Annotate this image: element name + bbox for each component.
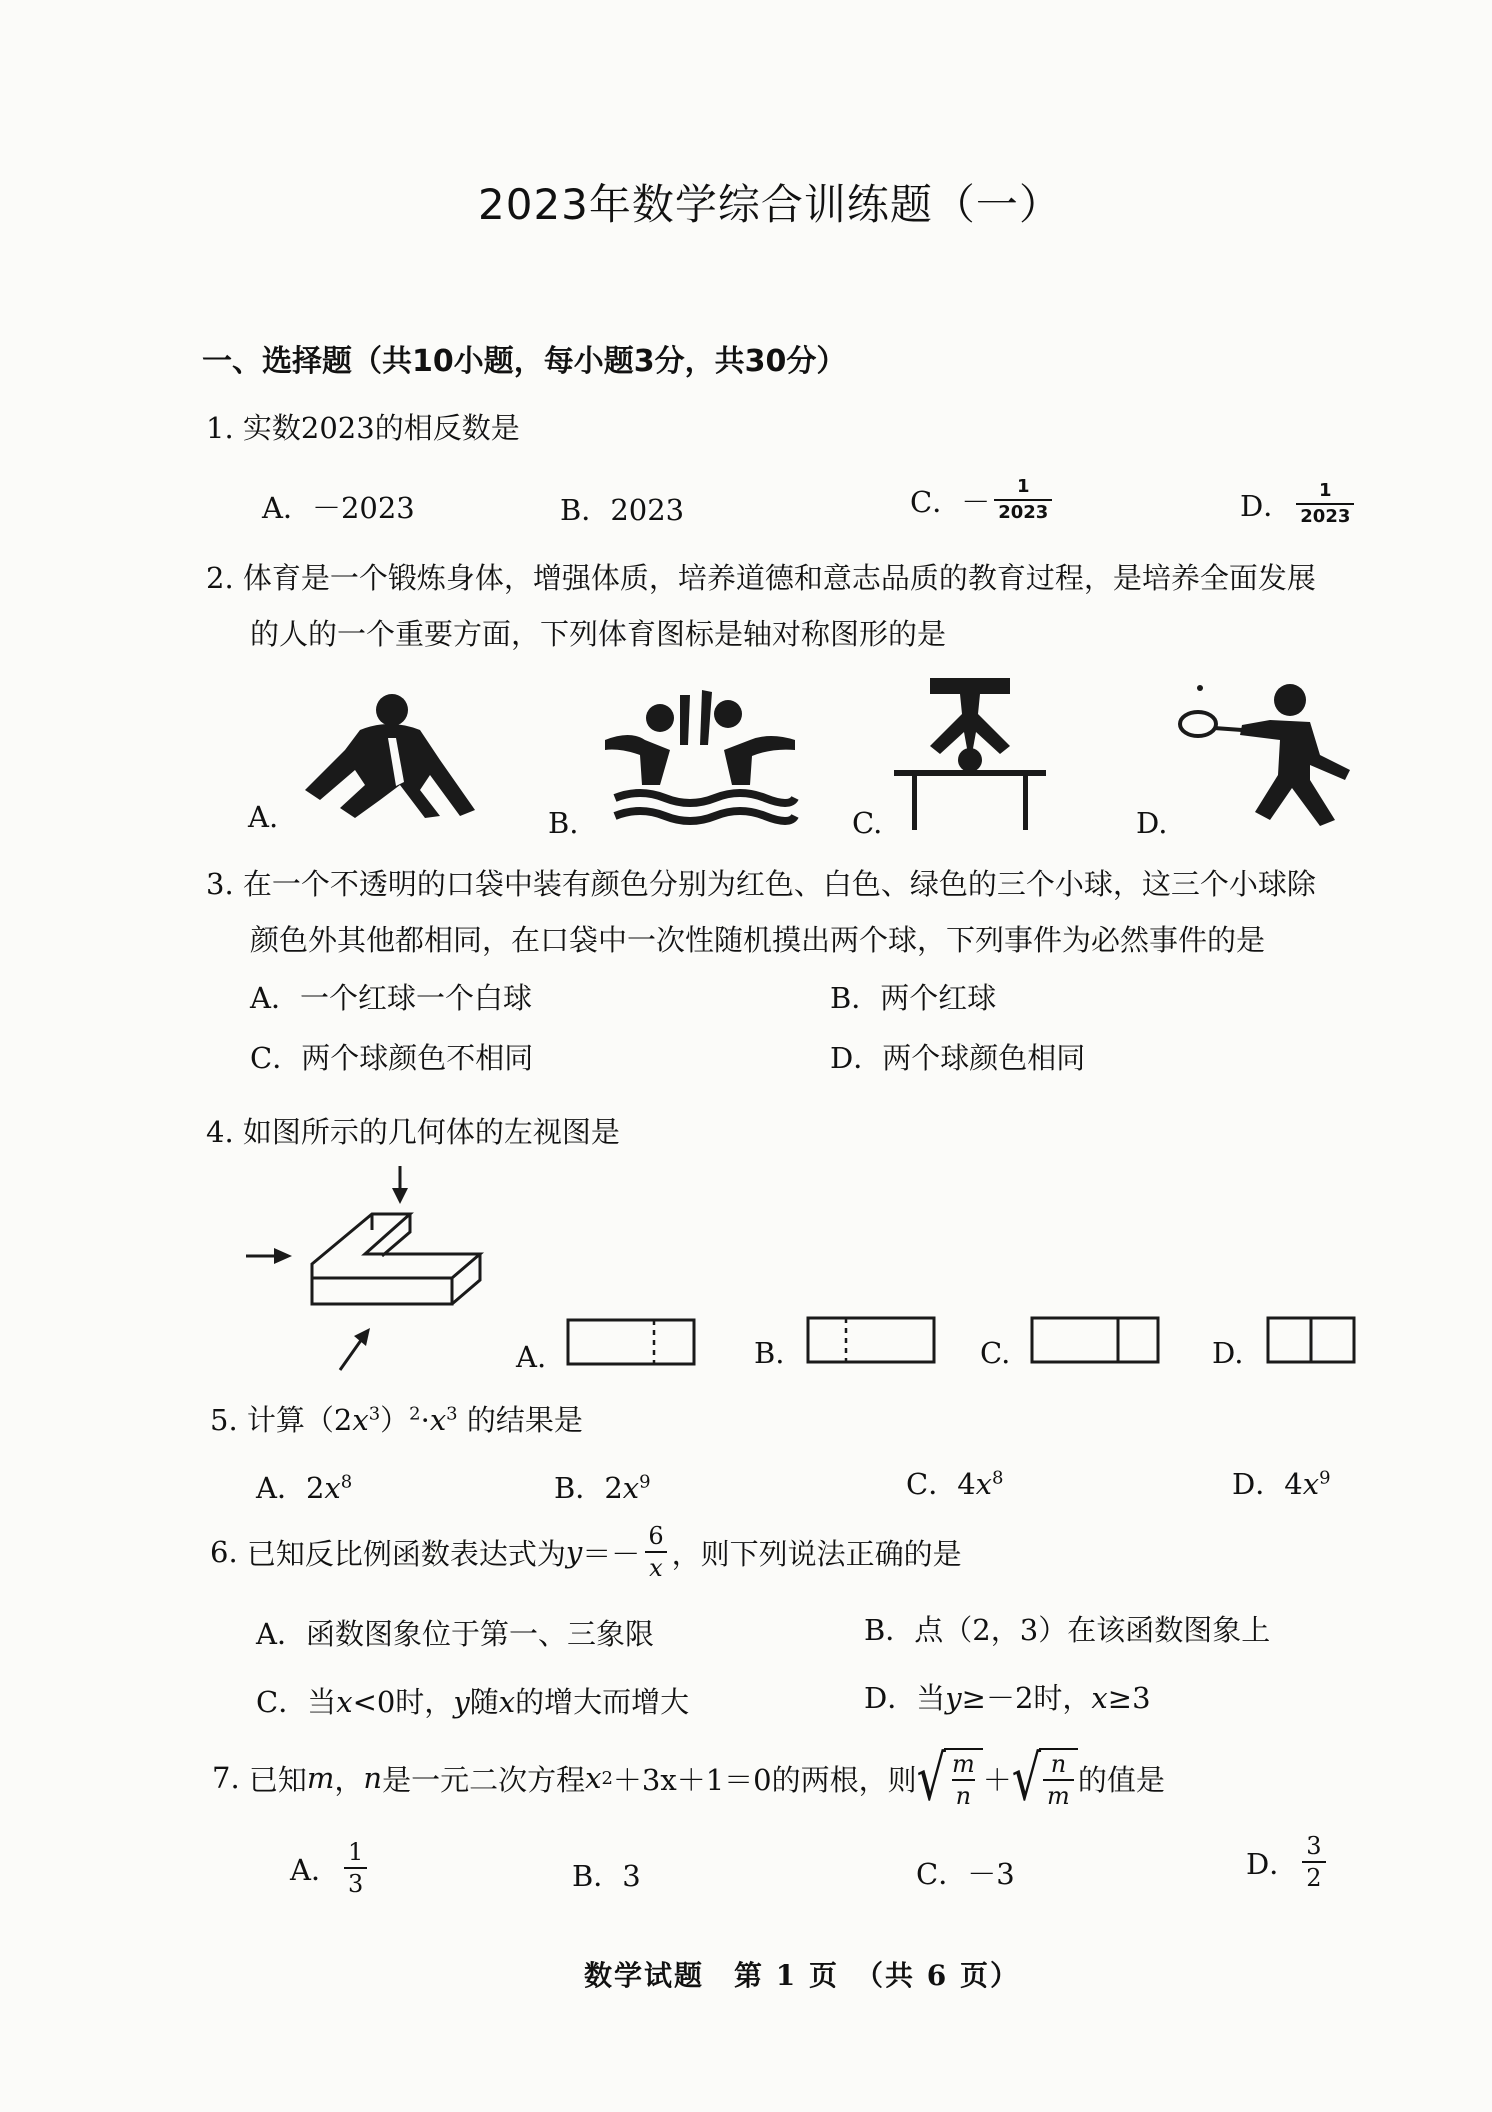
q3-option-d: D．两个球颜色相同	[830, 1041, 1086, 1075]
q3-option-a: A．一个红球一个白球	[250, 981, 532, 1015]
q4-option-d-figure	[1266, 1316, 1358, 1366]
radical-sign-icon: √	[1011, 1741, 1042, 1815]
expr-part: 随	[469, 1685, 499, 1719]
fraction	[1302, 1834, 1325, 1890]
expr-part: 计算（2	[246, 1403, 353, 1437]
question-number: 4.	[206, 1115, 234, 1149]
l-shape-solid-figure	[240, 1160, 500, 1380]
question-number: 3.	[206, 867, 234, 901]
water-polo-icon	[600, 690, 800, 830]
coefficient: 2	[604, 1471, 623, 1505]
sqrt-expression	[1011, 1741, 1078, 1815]
q3-option-b: B．两个红球	[830, 981, 997, 1015]
numerator: n	[1050, 1750, 1067, 1778]
expr-part: ＝－	[582, 1536, 641, 1571]
option-label: B．	[560, 493, 611, 527]
question-number: 6.	[210, 1535, 238, 1569]
expr-part: ≥－2时，	[961, 1681, 1092, 1715]
q6-option-b: B．点（2，3）在该函数图象上	[864, 1613, 1271, 1647]
question-2-line2: 的人的一个重要方面，下列体育图标是轴对称图形的是	[250, 617, 947, 651]
section-header: 一、选择题（共10小题，每小题3分，共30分）	[202, 344, 847, 379]
var-x: x	[352, 1403, 369, 1437]
q6-option-a: A．函数图象位于第一、三象限	[256, 1617, 654, 1651]
question-1	[206, 406, 520, 447]
question-6	[210, 1524, 962, 1580]
question-number: 5.	[210, 1403, 238, 1437]
q6-option-d	[864, 1676, 1151, 1717]
fraction	[644, 1524, 667, 1580]
expr-part: <0时，	[352, 1685, 454, 1719]
var-x: x	[336, 1685, 353, 1719]
q4-option-a-figure	[566, 1318, 698, 1368]
fraction	[994, 478, 1052, 522]
question-3-line2: 颜色外其他都相同，在口袋中一次性随机摸出两个球，下列事件为必然事件的是	[250, 923, 1266, 957]
q4-option-d-label: D.	[1212, 1336, 1244, 1370]
q4-option-c-label: C.	[980, 1336, 1011, 1370]
radical-sign-icon: √	[916, 1741, 946, 1815]
expr-part: 已知	[248, 1762, 307, 1797]
fraction	[344, 1840, 367, 1896]
question-5	[210, 1398, 583, 1439]
numerator: 6	[648, 1522, 664, 1550]
sqrt-expression	[916, 1741, 983, 1815]
question-number: 7.	[212, 1761, 240, 1795]
q2-option-b-label: B.	[548, 806, 579, 840]
question-4	[206, 1110, 620, 1151]
expr-part: 的增大而增大	[515, 1685, 690, 1719]
coefficient: 4	[1284, 1467, 1303, 1501]
var-x: x	[585, 1761, 602, 1795]
numerator: 3	[1306, 1832, 1322, 1860]
q4-option-b-figure	[806, 1316, 938, 1366]
option-label: D．	[1246, 1846, 1299, 1881]
option-label: D．	[1240, 488, 1293, 523]
option-label: B．	[554, 1471, 605, 1505]
option-label: A．	[262, 491, 312, 525]
q2-option-a-label: A.	[248, 800, 279, 834]
q2-option-c-label: C.	[852, 806, 883, 840]
denominator: n	[952, 1779, 975, 1808]
q5-option-d	[1232, 1462, 1331, 1503]
q7-option-a	[290, 1840, 371, 1896]
var-y: y	[945, 1681, 962, 1715]
plus-sign: ＋	[982, 1762, 1012, 1797]
exponent: 8	[992, 1467, 1004, 1489]
dot-operator: ·	[420, 1403, 430, 1437]
var-y: y	[565, 1535, 583, 1569]
exponent: 2	[601, 1767, 613, 1789]
expr-part: 的结果是	[457, 1403, 583, 1437]
var-x: x	[622, 1471, 640, 1505]
denominator: 3	[344, 1867, 367, 1896]
option-label: A．	[256, 1471, 306, 1505]
exponent: 2	[409, 1403, 421, 1425]
q2-option-d-label: D.	[1136, 806, 1168, 840]
numerator: m	[951, 1750, 975, 1778]
fraction	[948, 1752, 979, 1808]
var-m: m	[306, 1761, 335, 1795]
var-x: x	[975, 1467, 993, 1501]
wrestling-icon	[300, 690, 490, 830]
exponent: 9	[1319, 1467, 1331, 1489]
var-x: x	[1091, 1681, 1108, 1715]
denominator: 2023	[994, 499, 1052, 522]
q3-option-c: C．两个球颜色不相同	[250, 1041, 534, 1075]
denominator: x	[645, 1551, 667, 1580]
expr-part: 是一元二次方程	[382, 1762, 586, 1797]
q7-option-b: B．3	[572, 1859, 641, 1893]
option-value: 2023	[610, 493, 685, 527]
fraction	[1296, 482, 1354, 526]
question-text: 实数2023的相反数是	[242, 411, 520, 445]
q4-option-a-label: A.	[516, 1340, 547, 1374]
option-label: C．	[906, 1467, 958, 1501]
minus-sign: －	[961, 484, 991, 519]
question-text-line1: 体育是一个锻炼身体，增强体质，培养道德和意志品质的教育过程，是培养全面发展	[242, 561, 1316, 595]
exponent: 9	[639, 1471, 651, 1493]
q1-option-a	[262, 486, 415, 527]
expr-part: ）	[380, 1403, 410, 1437]
exponent: 8	[340, 1471, 353, 1493]
q1-option-c	[910, 478, 1056, 522]
var-x: x	[498, 1685, 516, 1719]
option-label: C．	[910, 484, 962, 519]
question-3	[206, 862, 1316, 903]
q5-option-c	[906, 1462, 1003, 1503]
q7-option-d	[1246, 1834, 1330, 1890]
numerator: 1	[1017, 476, 1030, 497]
expr-part: ＋3x＋1＝0的两根，则	[612, 1762, 917, 1797]
var-x: x	[1302, 1467, 1320, 1501]
exponent: 3	[446, 1403, 458, 1425]
coefficient: 4	[957, 1467, 976, 1501]
question-2	[206, 556, 1316, 597]
question-text-line1: 在一个不透明的口袋中装有颜色分别为红色、白色、绿色的三个小球，这三个小球除	[242, 867, 1316, 901]
question-text: 如图所示的几何体的左视图是	[242, 1115, 620, 1149]
q5-option-b	[554, 1466, 651, 1507]
page-title: 2023年数学综合训练题（一）	[478, 180, 1062, 229]
coefficient: 2	[305, 1471, 325, 1505]
var-y: y	[453, 1685, 470, 1719]
option-label: D．	[1232, 1467, 1285, 1501]
question-number: 1.	[206, 411, 234, 445]
numerator: 1	[1319, 480, 1332, 501]
var-x: x	[429, 1403, 447, 1437]
var-x: x	[324, 1471, 341, 1505]
option-value: －2023	[311, 491, 415, 525]
badminton-icon	[1170, 680, 1370, 830]
denominator: 2023	[1296, 503, 1354, 526]
q5-option-a	[256, 1466, 352, 1507]
numerator: 1	[347, 1838, 364, 1866]
fraction	[1043, 1752, 1074, 1808]
expr-part: 已知反比例函数表达式为	[246, 1536, 566, 1571]
var-n: n	[363, 1761, 383, 1795]
expr-part: ，则下列说法正确的是	[671, 1536, 962, 1571]
page-footer: 数学试题 第 1 页 （共 6 页）	[584, 1959, 1020, 1992]
q1-option-b	[560, 488, 684, 529]
expr-part: ，	[334, 1762, 364, 1797]
exponent: 3	[368, 1403, 381, 1425]
q1-option-d	[1240, 482, 1358, 526]
expr-part: D．当	[864, 1681, 946, 1715]
denominator: m	[1043, 1779, 1074, 1808]
denominator: 2	[1302, 1861, 1325, 1890]
question-7	[212, 1741, 1165, 1815]
gymnastics-icon	[890, 674, 1050, 834]
option-label: A．	[290, 1852, 340, 1887]
expr-part: ≥3	[1107, 1681, 1151, 1715]
q4-option-c-figure	[1030, 1316, 1162, 1366]
expr-part: C．当	[256, 1685, 337, 1719]
question-number: 2.	[206, 561, 234, 595]
q7-option-c: C．－3	[916, 1857, 1015, 1891]
q4-option-b-label: B.	[754, 1336, 785, 1370]
q6-option-c	[256, 1680, 689, 1721]
expr-part: 的值是	[1077, 1762, 1165, 1797]
